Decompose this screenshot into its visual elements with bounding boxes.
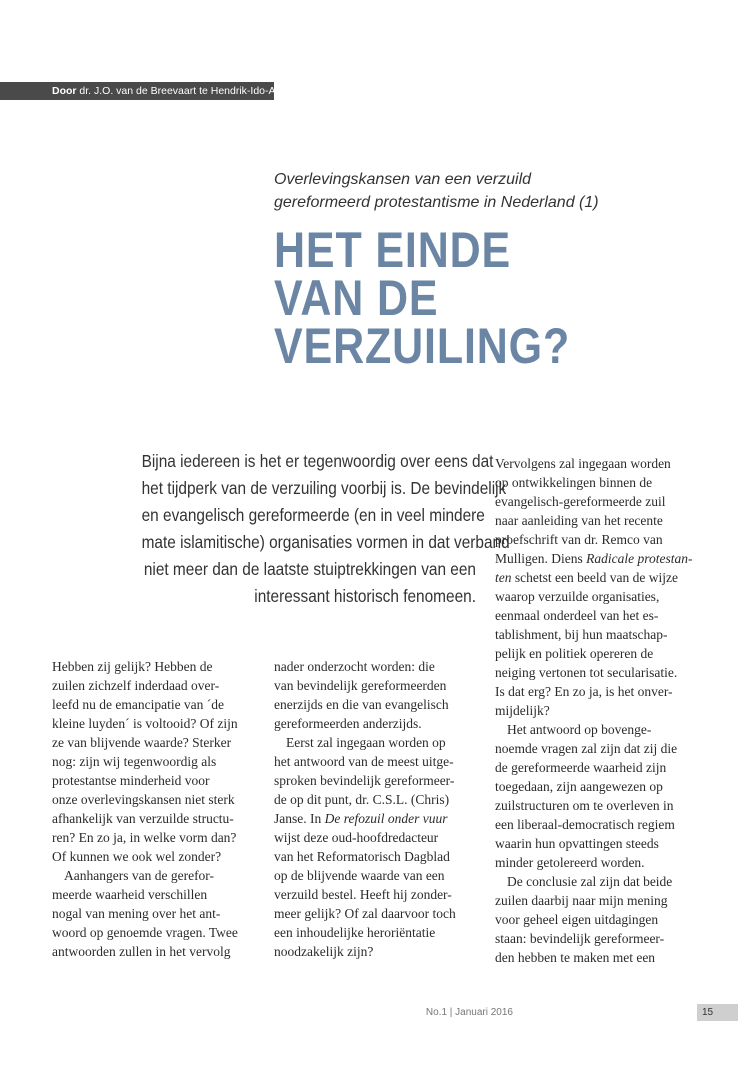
subtitle-line: Overlevingskansen van een verzuild	[274, 171, 532, 188]
book-title-radicale: Radicale protestan-	[586, 551, 693, 566]
body-line: proefschrift van dr. Remco van	[495, 532, 663, 547]
body-line: onze overlevingskansen niet sterk	[52, 792, 235, 807]
body-line: een inhoudelijke heroriëntatie	[274, 925, 436, 940]
body-line: naar aanleiding van het recente	[495, 513, 663, 528]
body-line: Of kunnen we ook wel zonder?	[52, 849, 222, 864]
body-column-2	[274, 657, 474, 961]
body-text: Janse. In	[274, 811, 325, 826]
body-line: antwoorden zullen in het vervolg	[52, 944, 231, 959]
body-line: meerde waarheid verschillen	[52, 887, 208, 902]
lead-line: interessant historisch fenomeen.	[254, 586, 476, 606]
body-line	[274, 809, 474, 828]
body-line: nog: zijn wij tegenwoordig als	[52, 754, 217, 769]
body-line: mijdelijk?	[495, 703, 550, 718]
body-line: enerzijds en die van evangelisch	[274, 697, 449, 712]
body-line: het antwoord van de meest uitge-	[274, 754, 454, 769]
body-line: tablishment, bij hun maatschap-	[495, 627, 668, 642]
byline-bar	[0, 82, 310, 100]
issue-info: No.1 | Januari 2016	[425, 1007, 513, 1018]
body-line: De conclusie zal zijn dat beide	[507, 874, 673, 889]
body-line	[495, 549, 705, 568]
body-line: de gereformeerde waarheid zijn	[495, 760, 667, 775]
body-line: van bevindelijk gereformeerden	[274, 678, 447, 693]
body-line: verzuild bestel. Heeft hij zonder-	[274, 887, 452, 902]
body-line: afhankelijk van verzuilde structu-	[52, 811, 234, 826]
book-title-radicale-cont: ten	[495, 570, 512, 585]
body-line: van het Reformatorisch Dagblad	[274, 849, 450, 864]
body-line: waarin hun opvattingen steeds	[495, 836, 659, 851]
body-line: Eerst zal ingegaan worden op	[286, 735, 446, 750]
body-line: een liberaal-democratisch regiem	[495, 817, 675, 832]
body-line	[495, 568, 705, 587]
body-line: protestantse minderheid voor	[52, 773, 210, 788]
body-line: de op dit punt, dr. C.S.L. (Chris)	[274, 792, 450, 807]
body-line: staan: bevindelijk gereformeer-	[495, 931, 665, 946]
article-subtitle	[274, 168, 714, 214]
lead-line: niet meer dan de laatste stuiptrekkingen van een	[143, 559, 476, 579]
page-number: 15	[697, 1004, 738, 1021]
body-line: noodzakelijk zijn?	[274, 944, 374, 959]
body-line: op de blijvende waarde van een	[274, 868, 445, 883]
body-line: Hebben zij gelijk? Hebben de	[52, 659, 213, 674]
body-line: wijst deze oud-hoofdredacteur	[274, 830, 439, 845]
article-headline	[274, 222, 714, 374]
lead-line: Bijna iedereen is het er tegenwoordig over eens dat	[141, 451, 494, 471]
subtitle-line: gereformeerd protestantisme in Nederland (1)	[274, 194, 599, 211]
body-line: leefd nu de emancipatie van ´de	[52, 697, 225, 712]
body-line: nogal van mening over het ant-	[52, 906, 221, 921]
body-line: kleine luyden´ is voltooid? Of zijn	[52, 716, 238, 731]
body-line: op ontwikkelingen binnen de	[495, 475, 653, 490]
body-line: evangelisch-gereformeerde zuil	[495, 494, 666, 509]
body-line: nader onderzocht worden: die	[274, 659, 435, 674]
body-text: schetst een beeld van de wijze	[511, 570, 678, 585]
byline-author: dr. J.O. van de Breevaart te Hendrik-Ido-Ambacht	[79, 85, 310, 97]
body-line: neiging vertonen tot secularisatie.	[495, 665, 678, 680]
headline-line: VERZUILING?	[274, 318, 571, 374]
body-line: minder getolereerd worden.	[495, 855, 645, 870]
body-line: meer gelijk? Of zal daarvoor toch	[274, 906, 456, 921]
body-column-3	[495, 454, 705, 967]
lead-line: en evangelisch gereformeerde (en in veel mindere	[141, 505, 485, 525]
body-line: noemde vragen zal zijn dat zij die	[495, 741, 678, 756]
book-title-refozuil: De refozuil onder vuur	[324, 811, 448, 826]
body-line: gereformeerden anderzijds.	[274, 716, 422, 731]
body-line: woord op genoemde vragen. Twee	[52, 925, 238, 940]
body-column-1	[52, 657, 252, 961]
body-line: zuilstructuren om te overleven in	[495, 798, 674, 813]
body-line: sproken bevindelijk gereformeer-	[274, 773, 455, 788]
body-line: zuilen daarbij naar mijn mening	[495, 893, 668, 908]
lead-line: mate islamitische) organisaties vormen in dat verband	[141, 532, 510, 552]
body-line: pelijk en politiek opereren de	[495, 646, 654, 661]
byline-label: Door	[52, 85, 77, 97]
body-text: Mulligen. Diens	[495, 551, 587, 566]
body-line: zuilen zichzelf inderdaad over-	[52, 678, 220, 693]
body-line: Het antwoord op bovenge-	[507, 722, 652, 737]
body-line: voor geheel eigen uitdagingen	[495, 912, 659, 927]
body-line: Vervolgens zal ingegaan worden	[495, 456, 671, 471]
body-line: ren? En zo ja, in welke vorm dan?	[52, 830, 237, 845]
body-line: Aanhangers van de gerefor-	[64, 868, 215, 883]
body-line: ze van blijvende waarde? Sterker	[52, 735, 232, 750]
body-line: waarop verzuilde organisaties,	[495, 589, 660, 604]
body-line: Is dat erg? En zo ja, is het onver-	[495, 684, 673, 699]
lead-line: het tijdperk van de verzuiling voorbij is. De bevindelijk	[141, 478, 507, 498]
headline-line: HET EINDE	[274, 222, 512, 278]
headline-line: VAN DE	[274, 270, 439, 326]
body-line: den hebben te maken met een	[495, 950, 656, 965]
body-line: toegedaan, zijn aangewezen op	[495, 779, 663, 794]
body-line: eenmaal onderdeel van het es-	[495, 608, 659, 623]
